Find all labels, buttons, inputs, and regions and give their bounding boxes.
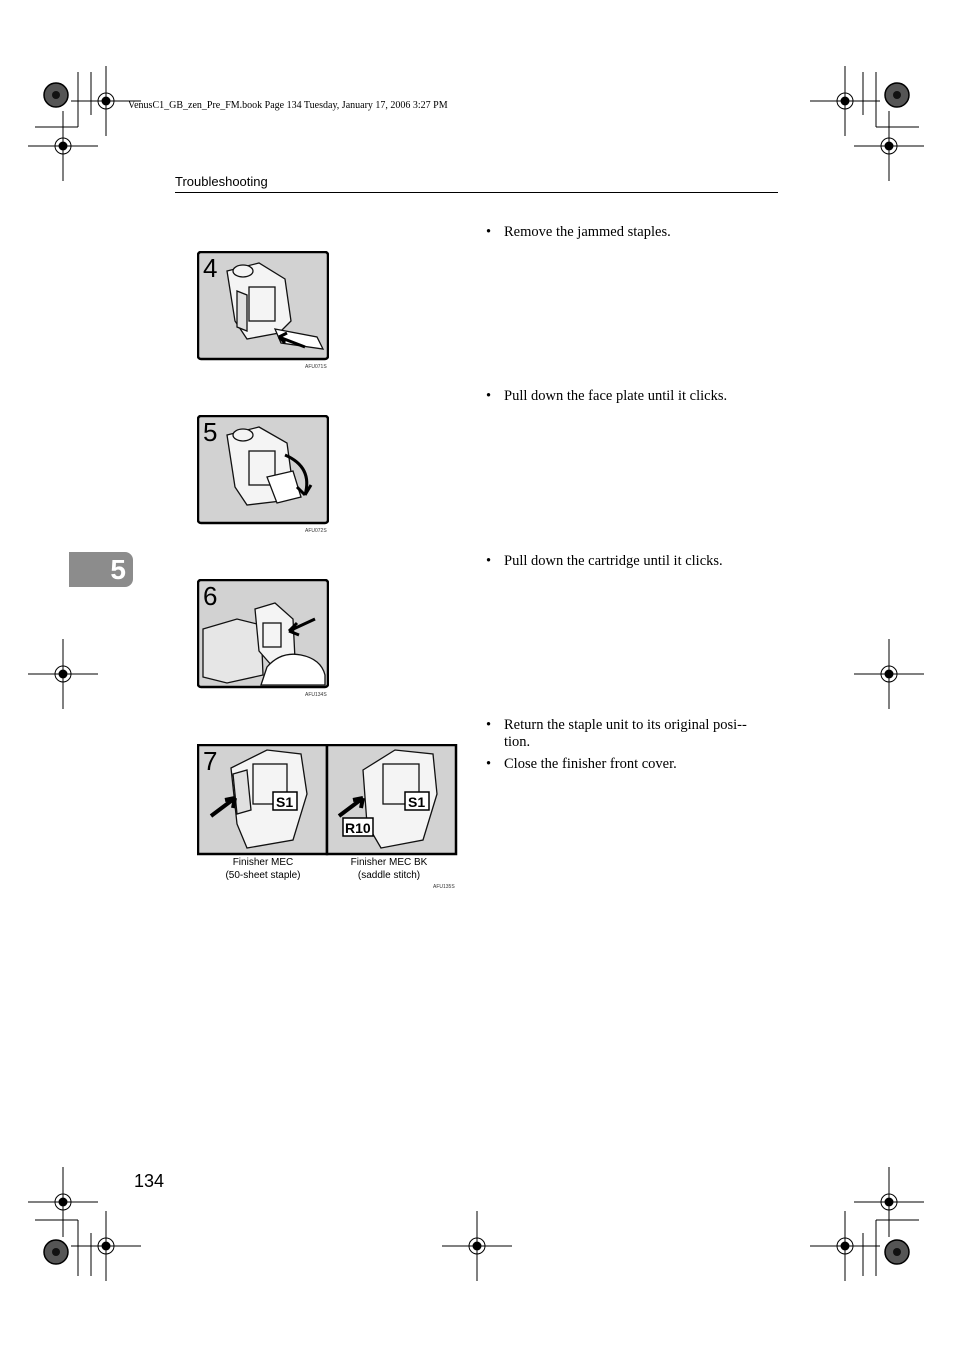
step-6-illustration bbox=[197, 579, 329, 689]
chapter-tab bbox=[69, 552, 133, 587]
figure-code: AFU135S bbox=[433, 884, 455, 890]
color-wheel-icon bbox=[885, 1240, 909, 1264]
caption-finisher-mec: Finisher MEC (50-sheet staple) bbox=[225, 857, 301, 881]
step-5-instructions bbox=[484, 388, 774, 410]
crosshair-icon bbox=[854, 111, 924, 181]
crosshair-icon bbox=[810, 1211, 880, 1281]
instruction-item: • Return the staple unit to its original posi-tion. bbox=[484, 717, 768, 751]
color-wheel-icon bbox=[885, 83, 909, 107]
step-7-illustration bbox=[197, 744, 458, 856]
step-6-instructions bbox=[484, 553, 774, 575]
figure-code: AFU071S bbox=[305, 364, 327, 370]
caption-finisher-mec-bk: Finisher MEC BK (saddle stitch) bbox=[350, 857, 428, 881]
color-wheel-icon bbox=[44, 1240, 68, 1264]
s1-label: S1 bbox=[408, 794, 426, 810]
instruction-item: • Remove the jammed staples. bbox=[484, 224, 774, 241]
step-number: 5 bbox=[203, 417, 218, 447]
header-divider bbox=[175, 192, 778, 193]
step-number: 6 bbox=[203, 581, 218, 611]
step-4-instructions bbox=[484, 224, 774, 246]
step-4-illustration bbox=[197, 251, 329, 361]
instruction-item: • Pull down the face plate until it clicks. bbox=[484, 388, 774, 405]
crosshair-icon bbox=[442, 1211, 512, 1281]
crosshair-icon bbox=[28, 111, 98, 181]
step-7-instructions bbox=[484, 717, 768, 778]
crosshair-icon bbox=[854, 639, 924, 709]
step-5-illustration bbox=[197, 415, 329, 525]
figure-code: AFU072S bbox=[305, 528, 327, 534]
crosshair-icon bbox=[28, 639, 98, 709]
crosshair-icon bbox=[71, 1211, 141, 1281]
page-number: 134 bbox=[134, 1171, 165, 1191]
chapter-number: 5 bbox=[110, 554, 126, 585]
r10-label: R10 bbox=[345, 820, 371, 836]
figure-code: AFU134S bbox=[305, 692, 327, 698]
crosshair-icon bbox=[28, 1167, 98, 1237]
step-number: 4 bbox=[203, 253, 218, 283]
color-wheel-icon bbox=[44, 83, 68, 107]
crosshair-icon bbox=[854, 1167, 924, 1237]
step-number: 7 bbox=[203, 746, 218, 776]
instruction-item: • Close the finisher front cover. bbox=[484, 756, 768, 773]
s1-label: S1 bbox=[276, 794, 294, 810]
running-header: Troubleshooting bbox=[175, 174, 268, 189]
instruction-item: • Pull down the cartridge until it clicks. bbox=[484, 553, 774, 570]
crosshair-icon bbox=[810, 66, 880, 136]
file-info: VenusC1_GB_zen_Pre_FM.book Page 134 Tuesday, January 17, 2006 3:27 PM bbox=[128, 100, 448, 111]
